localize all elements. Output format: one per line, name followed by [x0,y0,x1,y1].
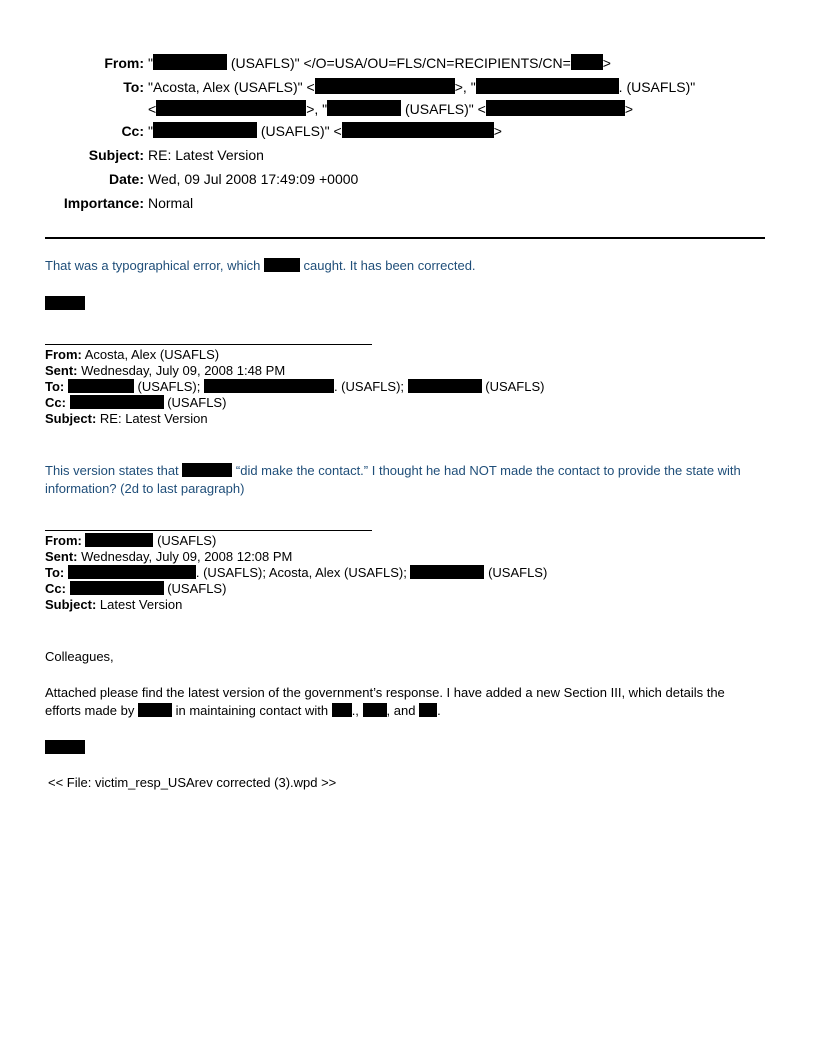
fwd1-cc: Cc: (USAFLS) [45,395,227,410]
redaction [486,100,625,116]
redaction [315,78,455,94]
to-value-line2: < >, " (USAFLS)" < > [148,101,634,117]
redaction [571,54,603,70]
from-label: From: [104,55,144,71]
signature-redaction [45,740,85,754]
subject-label: Subject: [88,147,144,163]
redaction [419,703,437,717]
subject-value: RE: Latest Version [148,147,264,163]
cc-value: " (USAFLS)" < > [148,123,502,139]
message-paragraph: Attached please find the latest version of the government’s response. I have added a new Section III, which details the efforts made by in maintaining contact with ., , and . [45,685,725,718]
redaction [182,463,232,477]
to-row [0,76,780,120]
fwd1-subject: Subject: RE: Latest Version [45,411,208,426]
redaction [153,122,257,138]
reply-message-1: That was a typographical error, which caught. It has been corrected. [45,258,476,273]
from-value: " (USAFLS)" </O=USA/OU=FLS/CN=RECIPIENTS/CN= > [148,55,611,71]
signature-redaction [45,296,85,310]
cc-row [0,120,780,142]
redaction [68,565,196,579]
date-label: Date: [108,171,144,187]
forwarded-header-1 [45,347,544,427]
forward-separator [45,530,372,531]
redaction [342,122,494,138]
importance-value: Normal [148,195,194,211]
redaction [68,379,134,393]
fwd2-cc: Cc: (USAFLS) [45,581,227,596]
redaction [327,100,401,116]
redaction [363,703,387,717]
subject-row [0,144,780,166]
cc-label: Cc: [121,123,144,139]
fwd1-to: To: (USAFLS); . (USAFLS); (USAFLS) [45,379,545,394]
redaction [70,395,164,409]
redaction [85,533,153,547]
attachment-link[interactable]: << File: victim_resp_USArev corrected (3).wpd >> [48,775,337,790]
redaction [156,100,306,116]
redaction [153,54,227,70]
redaction [138,703,172,717]
redaction [410,565,484,579]
fwd2-from: From: (USAFLS) [45,533,217,548]
reply-message-2: This version states that “did make the contact.” I thought he had NOT made the contact to provide the state with information? (2d to last paragraph) [45,463,741,496]
date-value: Wed, 09 Jul 2008 17:49:09 +0000 [148,171,359,187]
importance-row [0,192,780,214]
date-row [0,168,780,190]
redaction [476,78,619,94]
importance-label: Importance: [63,195,144,211]
fwd2-subject: Subject: Latest Version [45,597,183,612]
from-row [0,52,780,74]
fwd1-from: From: Acosta, Alex (USAFLS) [45,347,220,362]
redaction [204,379,334,393]
redaction [70,581,164,595]
fwd2-to: To: . (USAFLS); Acosta, Alex (USAFLS); (USAFLS) [45,565,548,580]
to-value-line1: "Acosta, Alex (USAFLS)" < >, " . (USAFLS)" [148,79,696,95]
fwd2-sent: Sent: Wednesday, July 09, 2008 12:08 PM [45,549,293,564]
fwd1-sent: Sent: Wednesday, July 09, 2008 1:48 PM [45,363,286,378]
to-label: To: [123,79,144,95]
greeting: Colleagues, [45,649,114,664]
redaction [332,703,352,717]
header-divider [45,237,765,239]
forwarded-header-2 [45,533,547,613]
redaction [264,258,300,272]
forward-separator [45,344,372,345]
redaction [408,379,482,393]
